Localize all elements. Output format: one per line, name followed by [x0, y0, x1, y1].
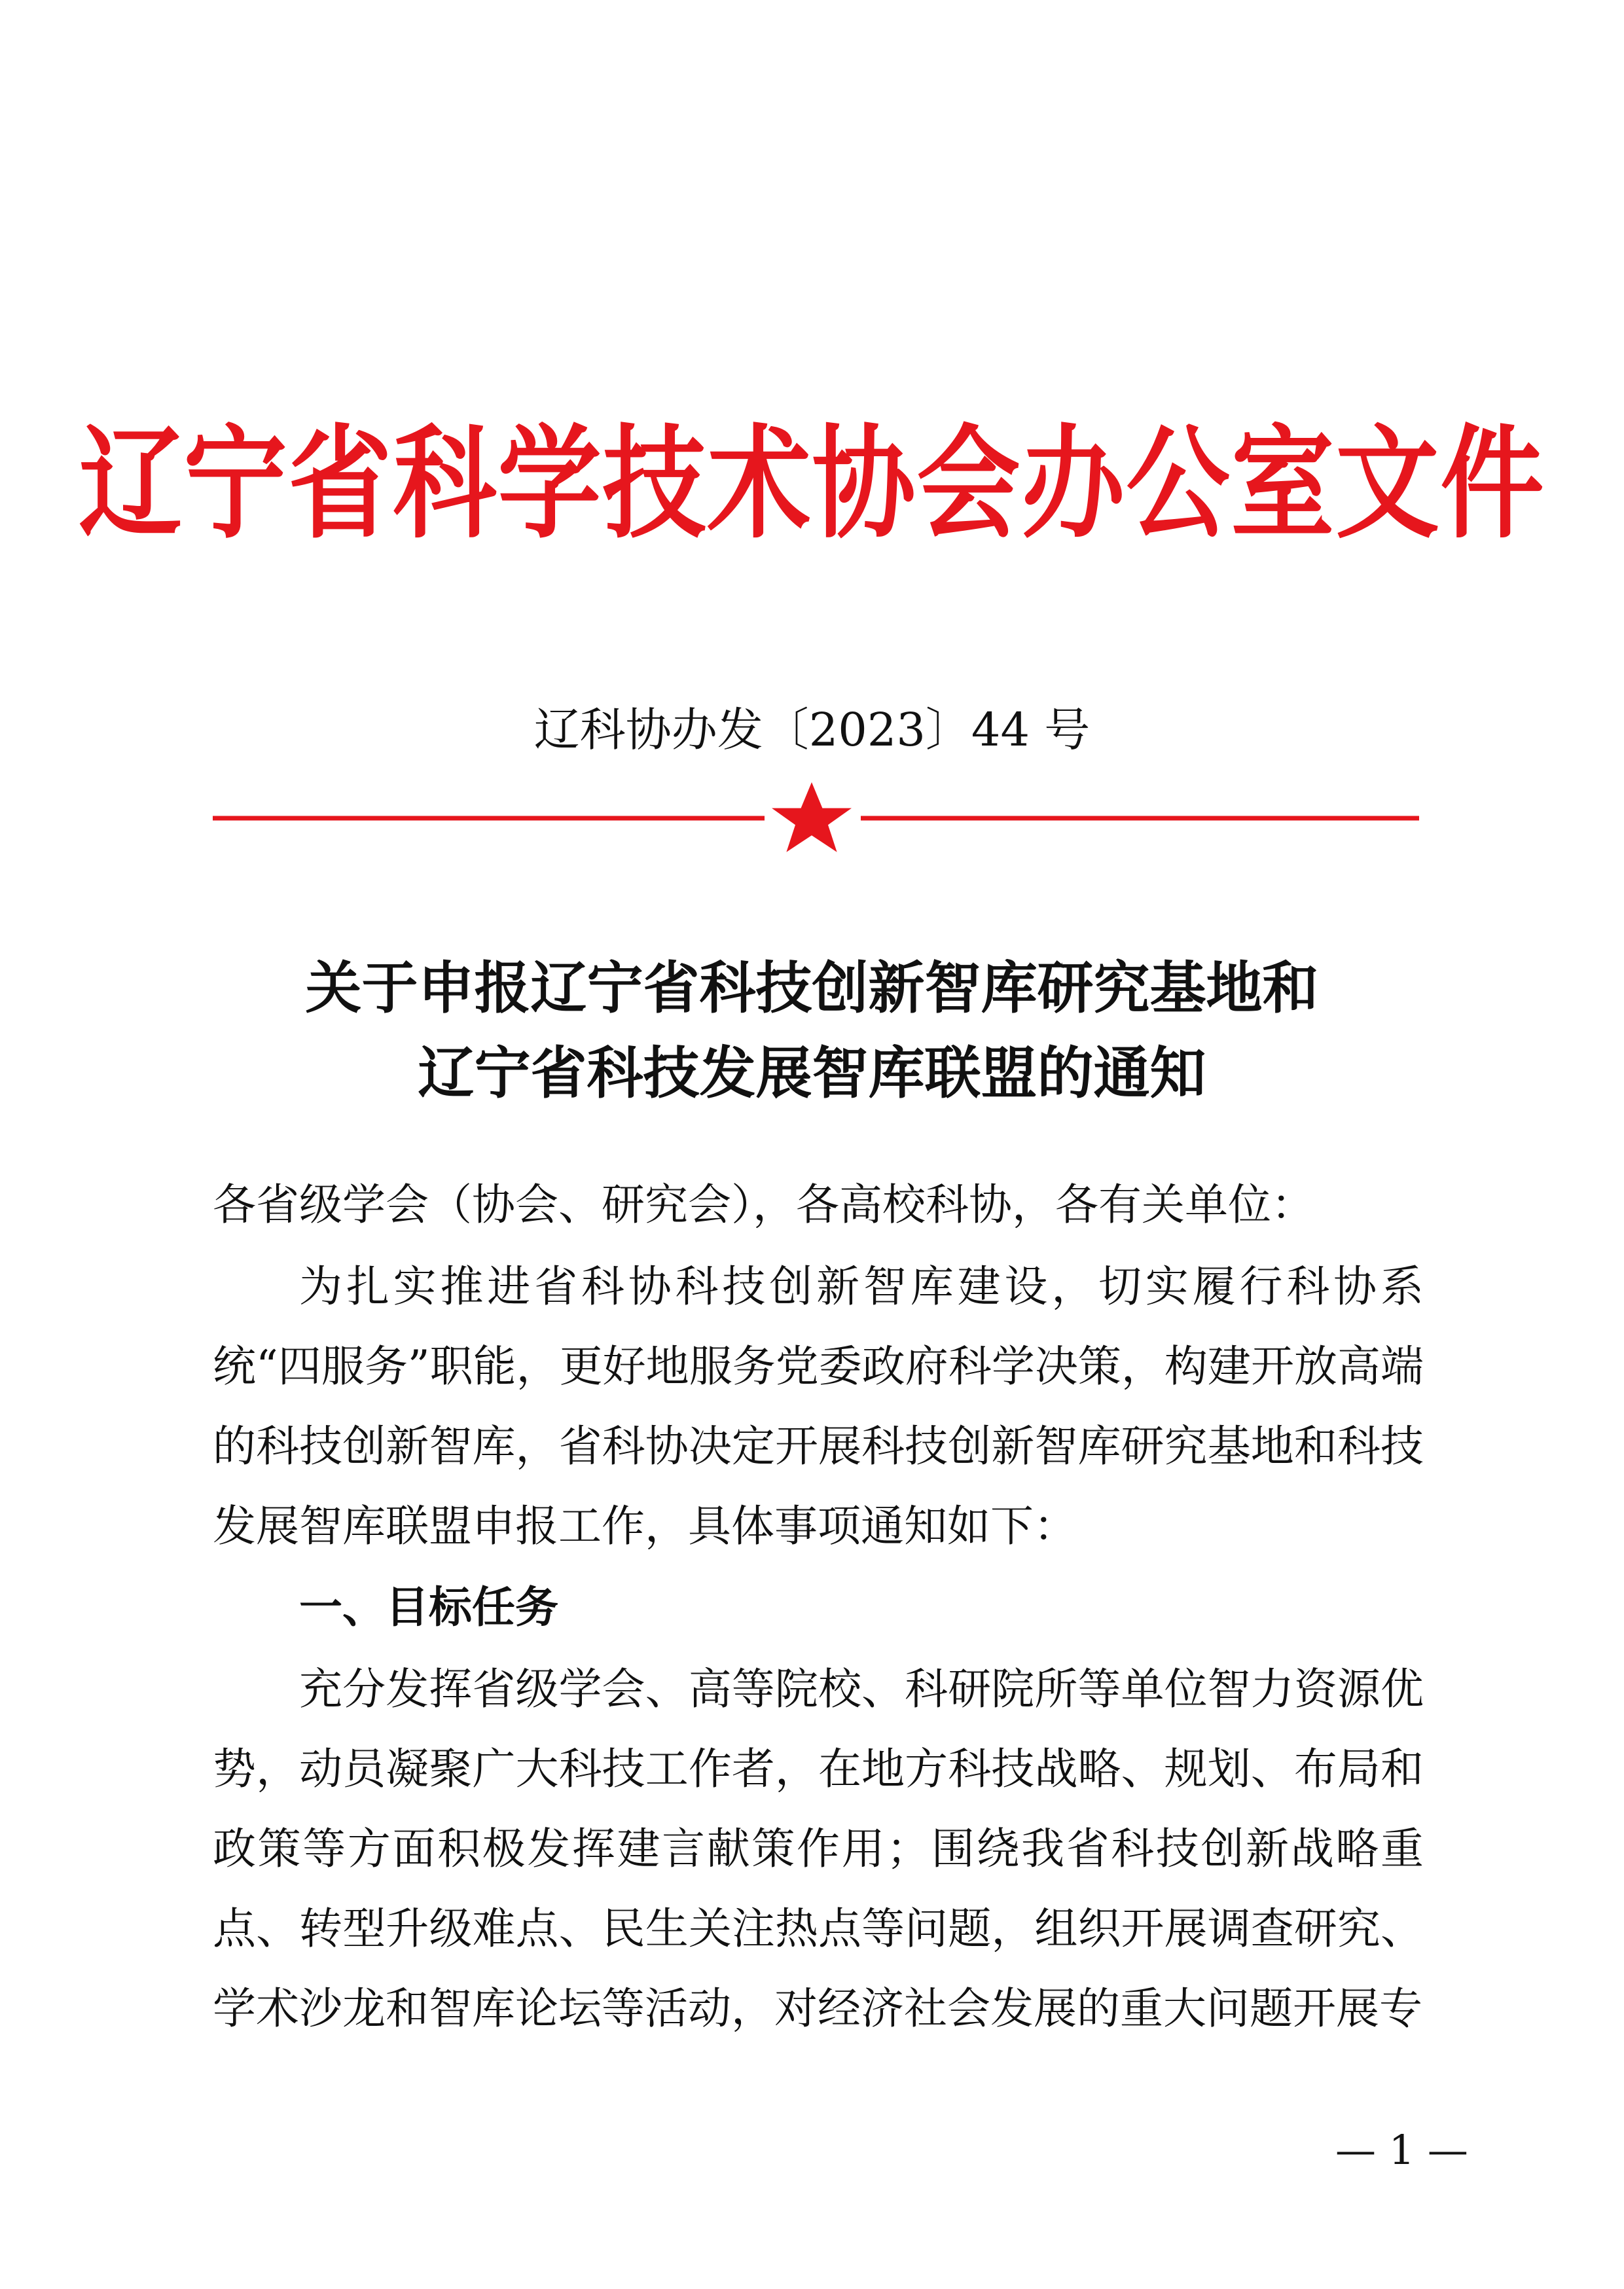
page-number: — 1 —	[1335, 2126, 1468, 2174]
document-number: 辽科协办发〔2023〕44 号	[533, 703, 1091, 757]
masthead-title: 辽宁省科学技术协会办公室文件	[79, 413, 1545, 556]
star-icon	[772, 782, 852, 852]
salutation: 各省级学会（协会、研究会），各高校科协，各有关单位：	[213, 1180, 1314, 1230]
red-divider	[0, 779, 1624, 877]
intro-paragraph: 为扎实推进省科协科技创新智库建设，切实履行科协系统“四服务”职能，更好地服务党委政府科学决策，构建开放高端的科技创新智库，省科协决定开展科技创新智库研究基地和科技发展智库联盟申报工作，具体事项通知如下：	[213, 1261, 1424, 1551]
notice-title-line-2: 辽宁省科技发展智库联盟的通知	[418, 1040, 1206, 1106]
section-1-paragraph: 充分发挥省级学会、高等院校、科研院所等单位智力资源优势，动员凝聚广大科技工作者，在地方科技战略、规划、布局和政策等方面积极发挥建言献策作用；围绕我省科技创新战略重点、转型升级难点、民生关注热点等问题，组织开展调查研究、学术沙龙和智库论坛等活动，对经济社会发展的重大问题开展专	[213, 1664, 1424, 2034]
section-heading-1: 一、目标任务	[299, 1582, 558, 1632]
notice-title-line-1: 关于申报辽宁省科技创新智库研究基地和	[305, 955, 1319, 1021]
